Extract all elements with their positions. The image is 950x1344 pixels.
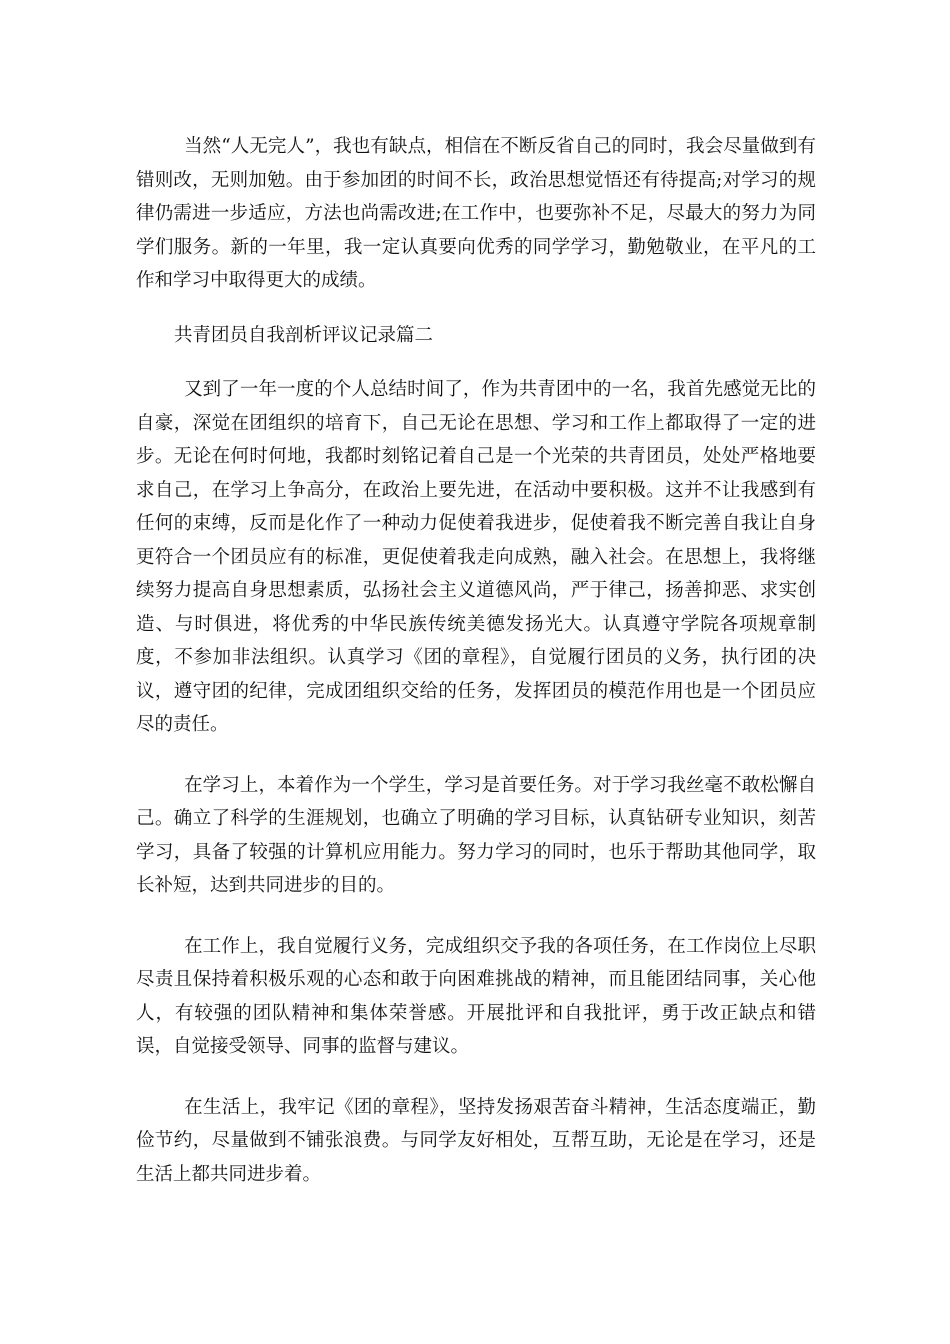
paragraph-annual-summary: 又到了一年一度的个人总结时间了，作为共青团中的一名，我首先感觉无比的自豪，深觉在团组织的培育下，自己无论在思想、学习和工作上都取得了一定的进步。无论在何时何地，我都时刻铭记着自己是一个光荣的共青团员，处处严格地要求自己，在学习上争高分，在政治上要先进，在活动中要积极。这并不让我感到有任何的束缚，反而是化作了一种动力促使着我进步，促使着我不断完善自我让自身更符合一个团员应有的标准，更促使着我走向成熟，融入社会。在思想上，我将继续努力提高自身思想素质，弘扬社会主义道德风尚，严于律己，扬善抑恶、求实创造、与时俱进，将优秀的中华民族传统美德发扬光大。认真遵守学院各项规章制度，不参加非法组织。认真学习《团的章程》，自觉履行团员的义务，执行团的决议，遵守团的纪律，完成团组织交给的任务，发挥团员的模范作用也是一个团员应尽的责任。 [136, 379, 816, 735]
paragraph-life: 在生活上，我牢记《团的章程》，坚持发扬艰苦奋斗精神，生活态度端正，勤俭节约，尽量做到不铺张浪费。与同学友好相处，互帮互助，无论是在学习，还是生活上都共同进步着。 [136, 1096, 816, 1185]
paragraph-flaws: 当然“人无完人”，我也有缺点，相信在不断反省自己的同时，我会尽量做到有错则改，无则加勉。由于参加团的时间不长，政治思想觉悟还有待提高;对学习的规律仍需进一步适应，方法也尚需改进;在工作中，也要弥补不足，尽最大的努力为同学们服务。新的一年里，我一定认真要向优秀的同学学习，勤勉敬业，在平凡的工作和学习中取得更大的成绩。 [136, 136, 816, 291]
paragraph-work: 在工作上，我自觉履行义务，完成组织交予我的各项任务，在工作岗位上尽职尽责且保持着积极乐观的心态和敢于向困难挑战的精神，而且能团结同事，关心他人，有较强的团队精神和集体荣誉感。开展批评和自我批评，勇于改正缺点和错误，自觉接受领导、同事的监督与建议。 [136, 935, 816, 1057]
paragraph-spacer [136, 903, 816, 930]
paragraph-spacer [136, 1064, 816, 1091]
section-heading: 共青团员自我剖析评议记录篇二 [174, 324, 434, 346]
paragraph-study: 在学习上，本着作为一个学生，学习是首要任务。对于学习我丝毫不敢松懈自己。确立了科学的生涯规划，也确立了明确的学习目标，认真钻研专业知识，刻苦学习，具备了较强的计算机应用能力。努力学习的同时，也乐于帮助其他同学，取长补短，达到共同进步的目的。 [136, 774, 816, 896]
document-body [136, 130, 816, 1191]
paragraph-spacer [136, 298, 816, 319]
paragraph-spacer [136, 352, 816, 373]
paragraph-spacer [136, 742, 816, 769]
